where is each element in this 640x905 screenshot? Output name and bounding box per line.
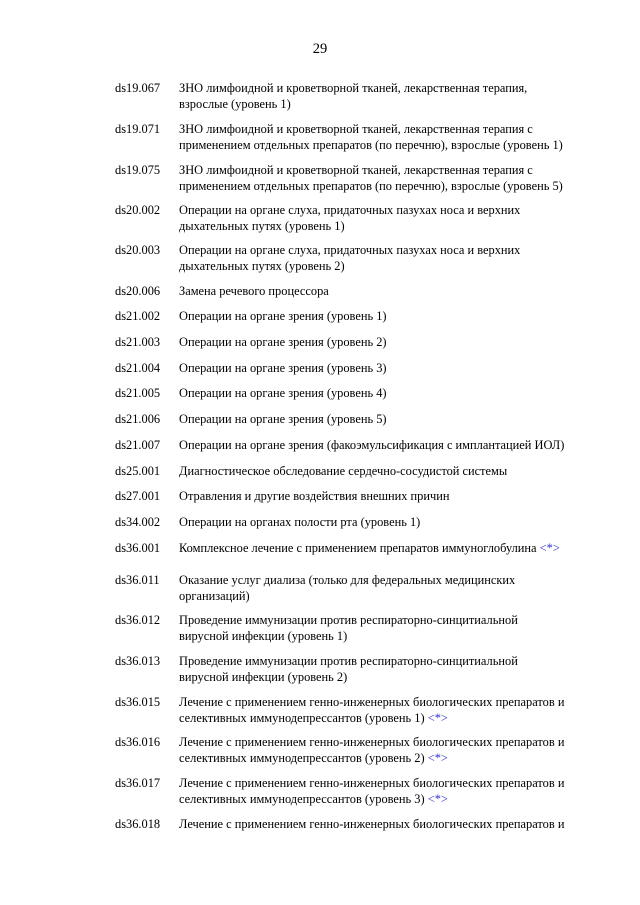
description-text: Операции на органе зрения (уровень 5) [179,412,387,426]
entry-code: ds20.003 [115,243,161,257]
description-text: Лечение с применением генно-инженерных биологических препаратов и [179,695,565,709]
description-text: Операции на органах полости рта (уровень 1) [179,515,421,529]
entry-code: ds20.006 [115,284,161,298]
footnote-link[interactable]: <*> [427,792,448,806]
description-text: вирусной инфекции (уровень 2) [179,670,348,684]
description-line [179,710,599,726]
description-line [179,411,599,427]
description-text: Лечение с применением генно-инженерных биологических препаратов и [179,776,565,790]
description-line [179,242,599,258]
entry-code: ds21.002 [115,309,161,323]
list-item [115,734,599,766]
entry-description [179,162,599,194]
description-text: взрослые (уровень 1) [179,97,291,111]
footnote-link[interactable]: <*> [427,751,448,765]
description-line [179,694,599,710]
description-line [179,308,599,324]
list-item [115,385,599,401]
description-text: применением отдельных препаратов (по перечню), взрослые (уровень 5) [179,179,563,193]
description-text: Операции на органе зрения (уровень 1) [179,309,387,323]
description-text: дыхательных путях (уровень 2) [179,259,345,273]
description-text: Проведение иммунизации против респираторно-синцитиальной [179,613,518,627]
footnote-link[interactable]: <*> [427,711,448,725]
description-line [179,258,599,274]
entry-description [179,612,599,644]
description-text: селективных иммунодепрессантов (уровень 2) [179,751,425,765]
description-text: Лечение с применением генно-инженерных биологических препаратов и [179,817,565,831]
description-line [179,283,599,299]
entry-code: ds21.005 [115,386,161,400]
description-line [179,588,599,604]
description-line [179,96,599,112]
description-line [179,572,599,588]
description-text: Операции на органе слуха, придаточных пазухах носа и верхних [179,203,521,217]
entry-code: ds27.001 [115,489,161,503]
description-line [179,628,599,644]
entry-description [179,242,599,274]
list-item [115,202,599,234]
entry-description [179,488,599,504]
list-item [115,437,599,453]
entry-code: ds36.018 [115,817,161,831]
entry-code: ds20.002 [115,203,161,217]
entry-code: ds34.002 [115,515,161,529]
description-text: Операции на органе зрения (уровень 3) [179,361,387,375]
entry-description [179,437,599,453]
list-item [115,80,599,112]
list-item [115,694,599,726]
page-number: 29 [312,41,328,57]
entry-code: ds21.003 [115,335,161,349]
description-text: Операции на органе зрения (уровень 4) [179,386,387,400]
entry-code: ds25.001 [115,464,161,478]
description-line [179,669,599,685]
description-text: вирусной инфекции (уровень 1) [179,629,348,643]
description-line [179,514,599,530]
list-item [115,308,599,324]
entry-code: ds21.004 [115,361,161,375]
description-line [179,816,599,832]
entry-description [179,308,599,324]
description-line [179,137,599,153]
description-text: организаций) [179,589,250,603]
entry-description [179,411,599,427]
entry-code: ds36.001 [115,541,161,555]
entry-code: ds19.067 [115,81,161,95]
description-line [179,121,599,137]
entry-code: ds21.006 [115,412,161,426]
list-item [115,242,599,274]
list-item [115,121,599,153]
description-text: применением отдельных препаратов (по перечню), взрослые (уровень 1) [179,138,563,152]
description-line [179,202,599,218]
entry-code: ds36.016 [115,735,161,749]
entry-description [179,80,599,112]
description-line [179,612,599,628]
entry-description [179,572,599,604]
list-item [115,463,599,479]
description-line [179,540,599,556]
entry-code: ds21.007 [115,438,161,452]
description-line [179,653,599,669]
description-text: селективных иммунодепрессантов (уровень 3) [179,792,425,806]
list-item [115,775,599,807]
description-line [179,463,599,479]
description-text: Диагностическое обследование сердечно-сосудистой системы [179,464,508,478]
entry-description [179,463,599,479]
list-item [115,334,599,350]
entry-code: ds36.013 [115,654,161,668]
description-text: Комплексное лечение с применением препаратов иммуноглобулина [179,541,537,555]
list-item [115,572,599,604]
description-text: Замена речевого процессора [179,284,329,298]
description-text: Отравления и другие воздействия внешних причин [179,489,450,503]
entry-description [179,202,599,234]
list-item [115,540,599,556]
entry-description [179,334,599,350]
entry-description [179,283,599,299]
description-line [179,385,599,401]
entry-code: ds36.015 [115,695,161,709]
description-text: Операции на органе слуха, придаточных пазухах носа и верхних [179,243,521,257]
entry-description [179,734,599,766]
description-text: Операции на органе зрения (уровень 2) [179,335,387,349]
entry-description [179,385,599,401]
description-text: дыхательных путях (уровень 1) [179,219,345,233]
description-line [179,218,599,234]
description-line [179,488,599,504]
entry-code: ds36.011 [115,573,160,587]
entry-code: ds19.071 [115,122,161,136]
footnote-link[interactable]: <*> [539,541,560,555]
entry-description [179,360,599,376]
entry-description [179,775,599,807]
description-line [179,791,599,807]
entry-description [179,540,599,556]
entry-code: ds19.075 [115,163,161,177]
description-line [179,80,599,96]
description-line [179,162,599,178]
entry-description [179,653,599,685]
description-line [179,750,599,766]
description-text: Проведение иммунизации против респираторно-синцитиальной [179,654,518,668]
list-item [115,514,599,530]
entry-code: ds36.012 [115,613,161,627]
description-text: Оказание услуг диализа (только для федеральных медицинских [179,573,516,587]
description-text: ЗНО лимфоидной и кроветворной тканей, лекарственная терапия, [179,81,528,95]
list-item [115,411,599,427]
list-item [115,283,599,299]
description-text: Операции на органе зрения (факоэмульсификация с имплантацией ИОЛ) [179,438,565,452]
entry-description [179,694,599,726]
description-text: ЗНО лимфоидной и кроветворной тканей, лекарственная терапия с [179,163,533,177]
list-item [115,653,599,685]
entry-description [179,121,599,153]
entry-description [179,514,599,530]
description-text: ЗНО лимфоидной и кроветворной тканей, лекарственная терапия с [179,122,533,136]
description-text: Лечение с применением генно-инженерных биологических препаратов и [179,735,565,749]
description-line [179,178,599,194]
description-line [179,734,599,750]
description-text: селективных иммунодепрессантов (уровень 1) [179,711,425,725]
entry-description [179,816,599,832]
list-item [115,162,599,194]
description-line [179,437,599,453]
list-item [115,816,599,832]
description-line [179,334,599,350]
description-line [179,360,599,376]
list-item [115,612,599,644]
entry-code: ds36.017 [115,776,161,790]
description-line [179,775,599,791]
list-item [115,360,599,376]
list-item [115,488,599,504]
